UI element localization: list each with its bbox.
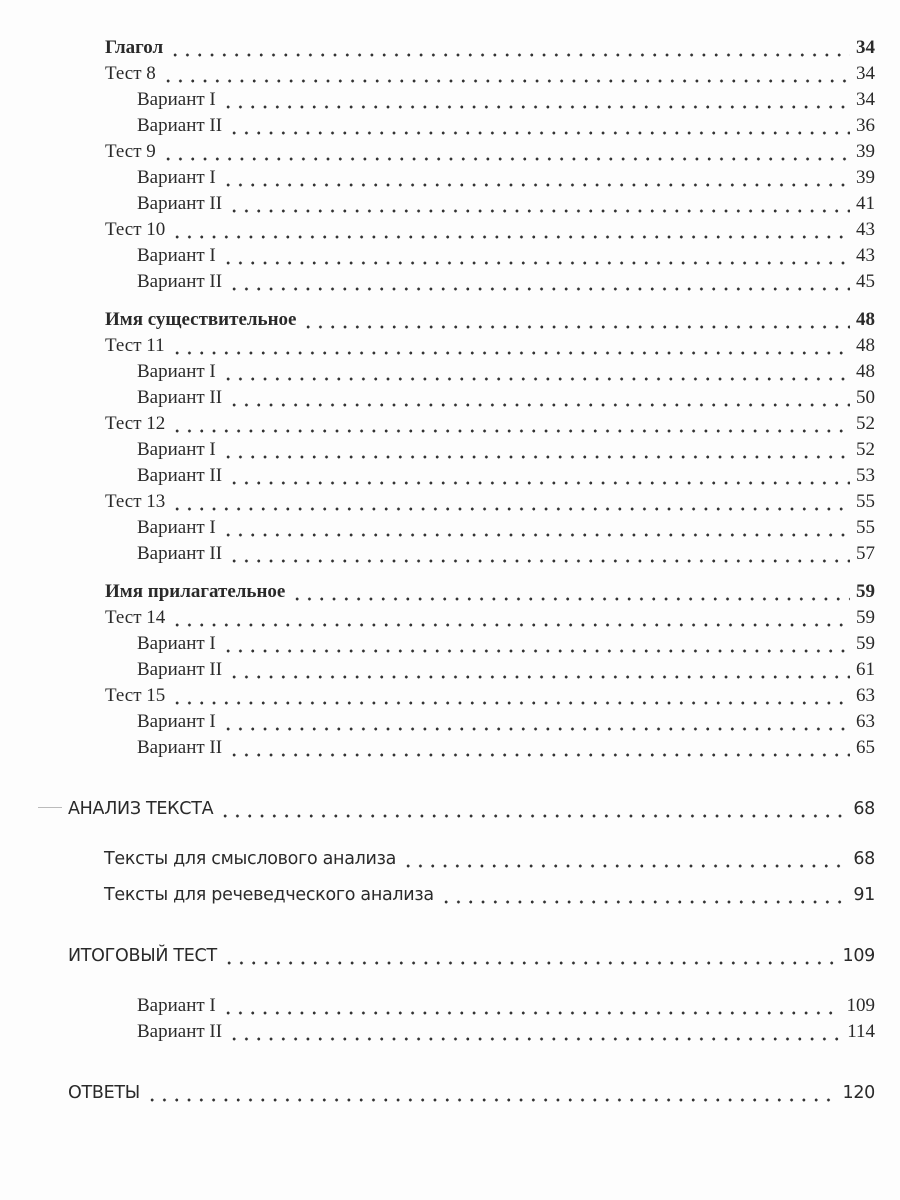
dot-leader bbox=[228, 385, 850, 411]
toc-entry-title: Вариант I bbox=[137, 167, 216, 188]
toc-entry-page: 59 bbox=[856, 607, 875, 628]
dot-leader bbox=[222, 993, 841, 1019]
toc-entry-page: 48 bbox=[856, 335, 875, 356]
toc-entry-section[interactable] bbox=[0, 579, 900, 605]
toc-entry-title: Вариант II bbox=[137, 543, 223, 564]
toc-entry-page: 43 bbox=[856, 219, 875, 240]
dot-leader bbox=[222, 631, 850, 657]
dot-leader bbox=[222, 165, 850, 191]
toc-entry-title: Вариант I bbox=[137, 439, 216, 460]
toc-entry-page: 68 bbox=[853, 849, 875, 869]
toc-entry-title: Вариант II bbox=[137, 737, 223, 758]
toc-entry-page: 91 bbox=[853, 885, 875, 905]
toc-entry-page: 41 bbox=[856, 193, 875, 214]
toc-entry-page: 52 bbox=[856, 413, 875, 434]
dot-leader bbox=[291, 579, 850, 605]
toc-entry-title: Тест 11 bbox=[105, 335, 165, 356]
toc-entry-title: Тест 10 bbox=[105, 219, 166, 240]
toc-entry-page: 39 bbox=[856, 141, 875, 162]
dot-leader bbox=[162, 139, 850, 165]
toc-entry-test[interactable] bbox=[0, 411, 900, 437]
dot-leader bbox=[171, 605, 850, 631]
toc-entry-title: Вариант I bbox=[137, 245, 216, 266]
toc-entry-page: 59 bbox=[856, 581, 875, 602]
toc-entry-title: АНАЛИЗ ТЕКСТА bbox=[68, 799, 214, 819]
toc-entry-title: Вариант I bbox=[137, 361, 216, 382]
toc-entry-title: Тест 12 bbox=[105, 413, 166, 434]
toc-entry-variant[interactable] bbox=[0, 437, 900, 463]
toc-entry-page: 109 bbox=[842, 946, 875, 966]
toc-entry-variant[interactable] bbox=[0, 87, 900, 113]
toc-entry-title: Вариант II bbox=[137, 387, 223, 408]
toc-entry-page: 114 bbox=[847, 1021, 875, 1042]
dot-leader bbox=[222, 87, 850, 113]
dot-leader bbox=[228, 191, 850, 217]
toc-entry-variant[interactable] bbox=[0, 113, 900, 139]
toc-entry-page: 55 bbox=[856, 517, 875, 538]
dot-leader bbox=[228, 1019, 841, 1045]
toc-entry-title: Тест 9 bbox=[105, 141, 156, 162]
dot-leader bbox=[440, 882, 848, 908]
toc-entry-title: Вариант II bbox=[137, 115, 223, 136]
toc-entry-page: 57 bbox=[856, 543, 875, 564]
toc-entry-chapter[interactable] bbox=[0, 1080, 900, 1106]
toc-entry-title: ОТВЕТЫ bbox=[68, 1083, 140, 1103]
dot-leader bbox=[222, 709, 850, 735]
toc-entry-test[interactable] bbox=[0, 217, 900, 243]
dot-leader bbox=[222, 243, 850, 269]
toc-entry-page: 50 bbox=[856, 387, 875, 408]
toc-entry-title: Вариант I bbox=[137, 711, 216, 732]
toc-entry-page: 39 bbox=[856, 167, 875, 188]
dot-leader bbox=[302, 307, 850, 333]
dot-leader bbox=[219, 796, 847, 822]
toc-entry-variant[interactable] bbox=[0, 385, 900, 411]
toc-entry-variant[interactable] bbox=[0, 243, 900, 269]
toc-entry-page: 63 bbox=[856, 711, 875, 732]
toc-entry-section[interactable] bbox=[0, 35, 900, 61]
dot-leader bbox=[146, 1080, 837, 1106]
toc-entry-chapter[interactable] bbox=[0, 796, 900, 822]
dot-leader bbox=[228, 269, 850, 295]
dot-leader bbox=[223, 943, 837, 969]
toc-entry-page: 55 bbox=[856, 491, 875, 512]
toc-entry-title: Тексты для речеведческого анализа bbox=[104, 885, 434, 905]
toc-entry-page: 45 bbox=[856, 271, 875, 292]
dot-leader bbox=[171, 333, 850, 359]
toc-entry-variant[interactable] bbox=[0, 463, 900, 489]
toc-entry-variant[interactable] bbox=[0, 1019, 900, 1045]
toc-entry-variant[interactable] bbox=[0, 359, 900, 385]
dot-leader bbox=[171, 411, 850, 437]
toc-entry-test[interactable] bbox=[0, 333, 900, 359]
toc-entry-variant[interactable] bbox=[0, 993, 900, 1019]
toc-entry-title: Глагол bbox=[105, 37, 164, 58]
toc-entry-variant[interactable] bbox=[0, 269, 900, 295]
toc-entry-title: Тест 14 bbox=[105, 607, 166, 628]
toc-entry-page: 43 bbox=[856, 245, 875, 266]
toc-entry-page: 109 bbox=[846, 995, 875, 1016]
toc-entry-subsans[interactable] bbox=[0, 882, 900, 908]
toc-entry-variant[interactable] bbox=[0, 165, 900, 191]
toc-entry-title: Вариант I bbox=[137, 517, 216, 538]
toc-entry-test[interactable] bbox=[0, 605, 900, 631]
toc-entry-test[interactable] bbox=[0, 683, 900, 709]
toc-entry-page: 59 bbox=[856, 633, 875, 654]
dot-leader bbox=[169, 35, 850, 61]
dot-leader bbox=[222, 359, 850, 385]
toc-entry-page: 68 bbox=[853, 799, 875, 819]
toc-entry-title: Вариант I bbox=[137, 89, 216, 110]
toc-entry-page: 34 bbox=[856, 63, 875, 84]
toc-entry-section[interactable] bbox=[0, 307, 900, 333]
toc-entry-title: Вариант II bbox=[137, 271, 223, 292]
toc-entry-variant[interactable] bbox=[0, 631, 900, 657]
toc-entry-title: Тексты для смыслового анализа bbox=[104, 849, 397, 869]
dot-leader bbox=[171, 683, 850, 709]
toc-entry-subsans[interactable] bbox=[0, 846, 900, 872]
toc-entry-page: 61 bbox=[856, 659, 875, 680]
toc-entry-page: 120 bbox=[842, 1083, 875, 1103]
toc-entry-title: Вариант I bbox=[137, 995, 216, 1016]
toc-entry-test[interactable] bbox=[0, 139, 900, 165]
dot-leader bbox=[228, 735, 850, 761]
dot-leader bbox=[228, 463, 850, 489]
toc-entry-title: Тест 8 bbox=[105, 63, 156, 84]
dot-leader bbox=[222, 515, 850, 541]
toc-entry-title: Имя прилагательное bbox=[105, 581, 286, 602]
dot-leader bbox=[228, 657, 850, 683]
toc-entry-test[interactable] bbox=[0, 61, 900, 87]
toc-entry-variant[interactable] bbox=[0, 657, 900, 683]
dot-leader bbox=[228, 113, 850, 139]
toc-entry-title: Вариант II bbox=[137, 465, 223, 486]
toc-entry-title: Вариант II bbox=[137, 659, 223, 680]
toc-entry-page: 48 bbox=[856, 361, 875, 382]
dot-leader bbox=[228, 541, 850, 567]
toc-entry-page: 52 bbox=[856, 439, 875, 460]
toc-entry-title: Вариант II bbox=[137, 1021, 223, 1042]
dot-leader bbox=[171, 489, 850, 515]
toc-entry-page: 65 bbox=[856, 737, 875, 758]
dot-leader bbox=[402, 846, 847, 872]
dot-leader bbox=[171, 217, 850, 243]
toc-entry-page: 63 bbox=[856, 685, 875, 706]
toc-entry-page: 48 bbox=[856, 309, 875, 330]
toc-entry-variant[interactable] bbox=[0, 191, 900, 217]
toc-entry-page: 34 bbox=[856, 37, 875, 58]
toc-entry-variant[interactable] bbox=[0, 515, 900, 541]
toc-entry-variant[interactable] bbox=[0, 735, 900, 761]
toc-entry-title: ИТОГОВЫЙ ТЕСТ bbox=[68, 946, 217, 966]
toc-entry-variant[interactable] bbox=[0, 709, 900, 735]
toc-entry-title: Вариант I bbox=[137, 633, 216, 654]
toc-entry-variant[interactable] bbox=[0, 541, 900, 567]
toc-entry-chapter[interactable] bbox=[0, 943, 900, 969]
table-of-contents bbox=[0, 35, 900, 1106]
toc-entry-page: 34 bbox=[856, 89, 875, 110]
toc-entry-test[interactable] bbox=[0, 489, 900, 515]
toc-entry-title: Имя существительное bbox=[105, 309, 297, 330]
toc-entry-title: Тест 13 bbox=[105, 491, 166, 512]
toc-entry-page: 53 bbox=[856, 465, 875, 486]
toc-entry-title: Тест 15 bbox=[105, 685, 166, 706]
dot-leader bbox=[162, 61, 850, 87]
toc-entry-title: Вариант II bbox=[137, 193, 223, 214]
toc-entry-page: 36 bbox=[856, 115, 875, 136]
dot-leader bbox=[222, 437, 850, 463]
